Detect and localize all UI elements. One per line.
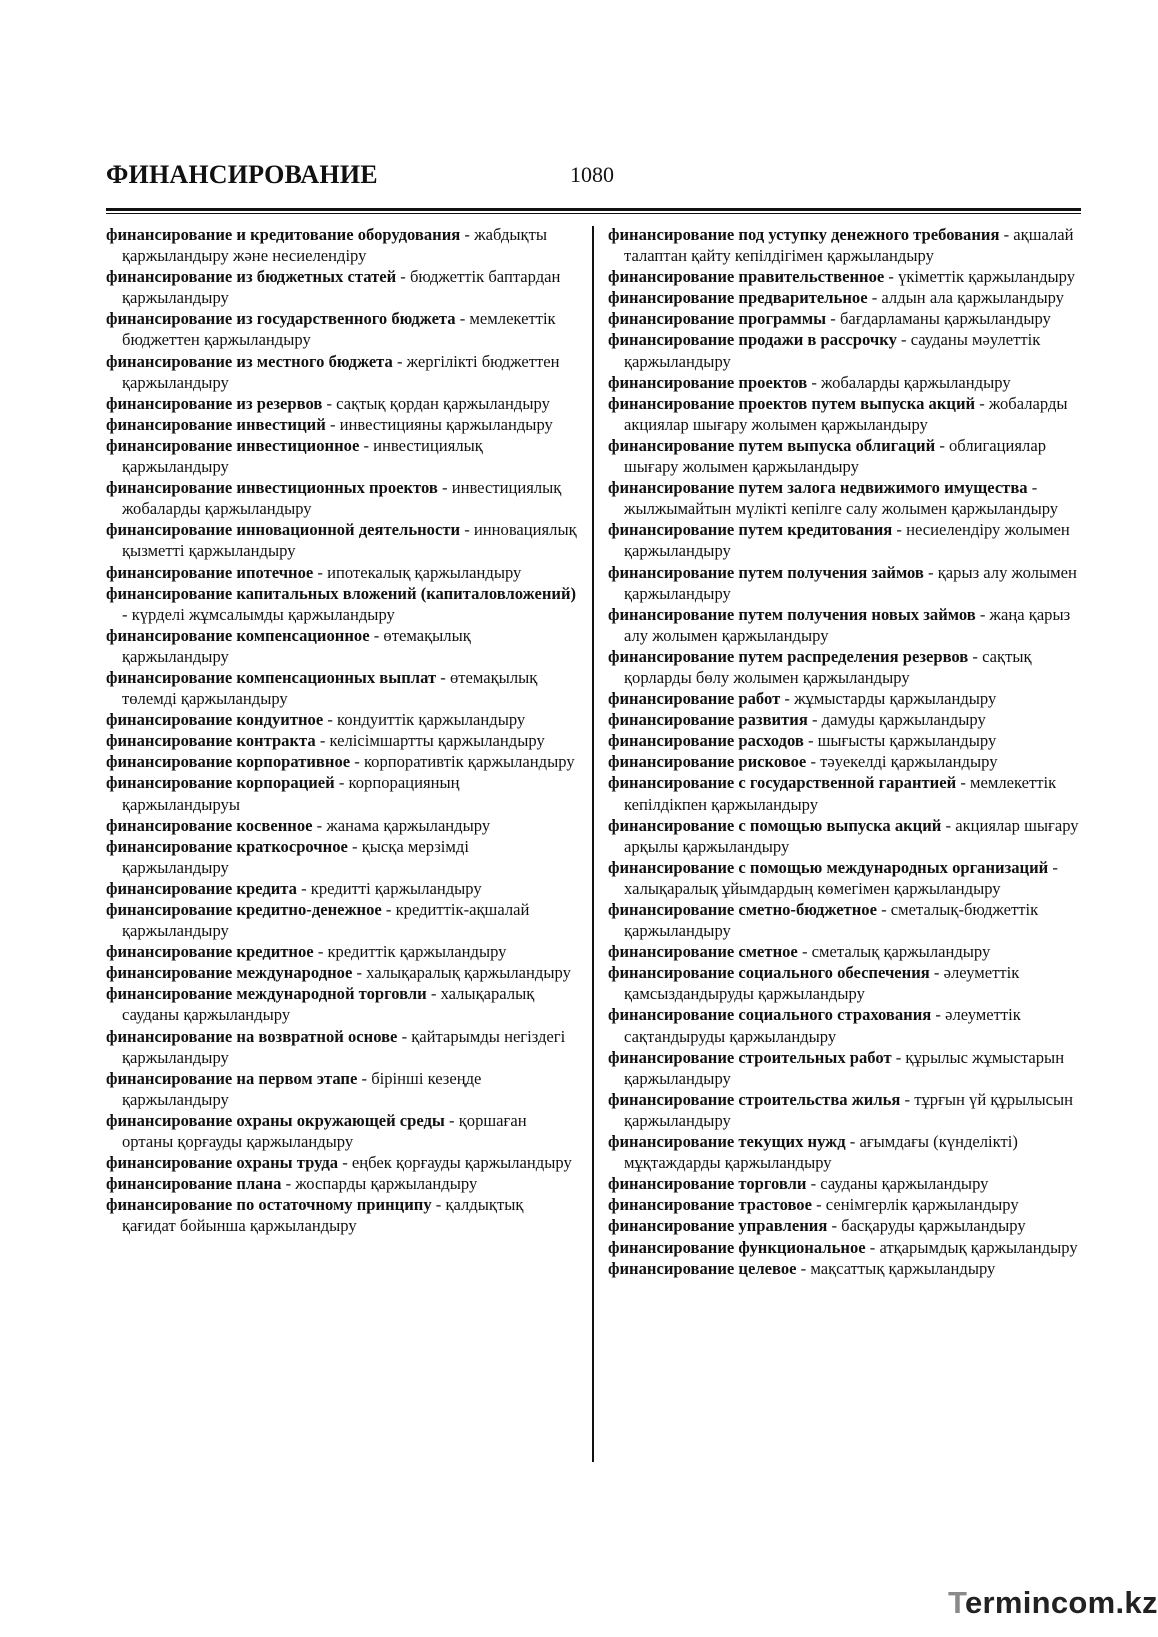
entry-definition: еңбек қорғауды қаржыландыру — [351, 1153, 572, 1173]
entry-term: финансирование путем кредитования — [608, 520, 893, 540]
entry-separator: - — [281, 1174, 296, 1194]
dictionary-entry — [106, 709, 578, 730]
entry-definition: кредиттік қаржыландыру — [327, 942, 507, 962]
entry-definition: сауданы қаржыландыру — [820, 1174, 989, 1194]
dictionary-entry — [608, 308, 1082, 329]
dictionary-entry — [608, 730, 1082, 751]
entry-definition: әлеуметтік қамсыздандыруды қаржыландыру — [624, 963, 1020, 1004]
entry-definition: сауданы мәулеттік қаржыландыру — [624, 330, 1041, 371]
entry-definition: сақтық қорларды бөлу жолымен қаржыландыру — [624, 646, 1032, 687]
entry-separator: - — [931, 1005, 946, 1025]
entry-definition: мақсаттық қаржыландыру — [810, 1258, 996, 1278]
entry-term: финансирование плана — [106, 1174, 282, 1194]
entry-term: финансирование охраны окружающей среды — [106, 1110, 445, 1130]
entry-term: финансирование ипотечное — [106, 562, 314, 582]
entry-definition: акциялар шығару арқылы қаржыландыру — [624, 815, 1079, 856]
entry-separator: - — [437, 478, 452, 498]
entry-separator: - — [122, 604, 132, 624]
entry-term: финансирование сметное — [608, 942, 798, 962]
entry-definition: халықаралық қаржыландыру — [366, 963, 571, 983]
left-column — [106, 224, 578, 1237]
entry-definition: алдын ала қаржыландыру — [881, 288, 1064, 308]
entry-separator: - — [891, 1047, 906, 1067]
entry-term: финансирование функциональное — [608, 1237, 866, 1257]
entry-term: финансирование инвестиционное — [106, 435, 360, 455]
entry-separator: - — [999, 225, 1014, 244]
dictionary-entry — [106, 562, 578, 583]
entry-definition: тұрғын үй құрылысын қаржыландыру — [624, 1089, 1074, 1130]
dictionary-entry — [106, 941, 578, 962]
entry-definition: бірінші кезеңде қаржыландыру — [122, 1068, 482, 1109]
entry-definition: қоршаған ортаны қорғауды қаржыландыру — [122, 1110, 527, 1152]
entry-term: финансирование целевое — [608, 1258, 797, 1278]
entry-separator: - — [1048, 857, 1058, 877]
entry-separator: - — [315, 731, 330, 751]
entry-term: финансирование путем выпуска облигаций — [608, 435, 936, 455]
entry-term: финансирование текущих нужд — [608, 1132, 846, 1152]
entry-term: финансирование расходов — [608, 731, 804, 751]
entry-definition: шығысты қаржыландыру — [817, 731, 997, 751]
entry-term: финансирование инвестиций — [106, 414, 326, 434]
entry-definition: корпоративтік қаржыландыру — [363, 752, 575, 772]
entry-separator: - — [296, 878, 311, 898]
dictionary-entry — [106, 667, 578, 709]
entry-separator: - — [392, 351, 407, 371]
entry-separator: - — [313, 562, 328, 582]
entry-term: финансирование из государственного бюджета — [106, 309, 456, 329]
entry-separator: - — [826, 309, 840, 329]
entry-definition: корпорацияның қаржыландыруы — [122, 773, 460, 814]
entry-separator: - — [892, 520, 907, 540]
entry-definition: құрылыс жұмыстарын қаржыландыру — [624, 1047, 1065, 1088]
entry-separator: - — [460, 225, 475, 244]
entry-term: финансирование и кредитование оборудования — [106, 225, 461, 244]
entry-term: финансирование по остаточному принципу — [106, 1195, 432, 1215]
dictionary-entry — [608, 962, 1082, 1004]
dictionary-entry — [608, 329, 1082, 371]
entry-term: финансирование из бюджетных статей — [106, 267, 397, 287]
entry-term: финансирование проектов путем выпуска акций — [608, 393, 976, 413]
entry-separator: - — [845, 1132, 860, 1152]
entry-definition: қалдықтық қағидат бойынша қаржыландыру — [122, 1195, 524, 1236]
entry-definition: облигациялар шығару жолымен қаржыландыру — [624, 435, 1046, 477]
entry-definition: кредиттік-ақшалай қаржыландыру — [122, 900, 530, 941]
entry-term: финансирование контракта — [106, 731, 316, 751]
entry-definition: бюджеттік баптардан қаржыландыру — [122, 267, 561, 308]
entry-separator: - — [369, 625, 384, 645]
entry-term: финансирование краткосрочное — [106, 836, 348, 856]
entry-separator: - — [941, 815, 956, 835]
entry-definition: сенімгерлік қаржыландыру — [825, 1195, 1019, 1215]
entry-definition: бағдарламаны қаржыландыру — [839, 309, 1051, 329]
entry-definition: мемлекеттік бюджеттен қаржыландыру — [122, 309, 556, 350]
dictionary-entry — [608, 688, 1082, 709]
entry-term: финансирование управления — [608, 1216, 828, 1236]
entry-definition: сақтық қордан қаржыландыру — [336, 393, 550, 413]
page-title: ФИНАНСИРОВАНИЕ — [106, 160, 378, 189]
entry-definition: ипотекалық қаржыландыру — [327, 562, 522, 582]
entry-separator: - — [968, 646, 983, 666]
entry-separator: - — [807, 372, 822, 392]
entry-definition: жабдықты қаржыландыру және несиелендіру — [122, 225, 548, 266]
entry-term: финансирование кредита — [106, 878, 297, 898]
header-rule-thick — [106, 208, 1081, 211]
entry-term: финансирование трастовое — [608, 1195, 812, 1215]
entry-term: финансирование с помощью выпуска акций — [608, 815, 942, 835]
dictionary-entry — [608, 266, 1082, 287]
entry-term: финансирование с помощью международных организаций — [608, 857, 1049, 877]
entry-separator: - — [884, 267, 899, 287]
dictionary-entry — [608, 519, 1082, 561]
entry-term: финансирование программы — [608, 309, 827, 329]
column-divider — [592, 226, 594, 1462]
entry-term: финансирование капитальных вложений (капиталовложений) — [106, 583, 577, 603]
entry-definition: жергілікті бюджеттен қаржыландыру — [122, 351, 560, 392]
entry-separator: - — [900, 1089, 915, 1109]
dictionary-entry — [608, 1215, 1082, 1236]
dictionary-entry — [608, 224, 1082, 266]
entry-definition: басқаруды қаржыландыру — [841, 1216, 1026, 1236]
entry-separator: - — [1027, 478, 1038, 498]
dictionary-entry — [608, 562, 1082, 604]
entry-separator: - — [334, 773, 349, 793]
entry-definition: жылжымайтын мүлікті кепілге салу жолымен қаржыландыру — [624, 499, 1059, 519]
dictionary-entry — [106, 308, 578, 350]
entry-term: финансирование под уступку денежного требования — [608, 225, 1000, 244]
entry-separator: - — [780, 689, 795, 709]
entry-separator: - — [396, 267, 410, 287]
entry-definition: дамуды қаржыландыру — [821, 710, 986, 730]
entry-separator: - — [313, 942, 328, 962]
entry-term: финансирование предварительное — [608, 288, 868, 308]
entry-term: финансирование корпоративное — [106, 752, 351, 772]
entry-term: финансирование инвестиционных проектов — [106, 478, 438, 498]
dictionary-entry — [106, 519, 578, 561]
dictionary-entry — [608, 1089, 1082, 1131]
entry-definition: жаңа қарыз алу жолымен қаржыландыру — [624, 604, 1071, 645]
watermark-mark: T — [948, 1585, 965, 1620]
entry-separator: - — [431, 1195, 446, 1215]
terminkom-watermark-logo — [948, 1585, 1158, 1621]
entry-definition: кредитті қаржыландыру — [310, 878, 482, 898]
dictionary-entry — [106, 1026, 578, 1068]
entry-separator: - — [460, 520, 474, 540]
dictionary-entry — [106, 1152, 578, 1173]
entry-definition: ақшалай талаптан қайту кепілдігімен қаржыландыру — [624, 225, 1074, 266]
entry-definition: өтемақылық қаржыландыру — [122, 625, 471, 666]
entry-definition: несиелендіру жолымен қаржыландыру — [624, 520, 1070, 561]
entry-definition: жұмыстарды қаржыландыру — [794, 689, 997, 709]
entry-separator: - — [807, 710, 822, 730]
dictionary-entry — [608, 1004, 1082, 1046]
entry-separator: - — [796, 1258, 811, 1278]
entry-term: финансирование компенсационное — [106, 625, 370, 645]
dictionary-entry — [608, 751, 1082, 772]
dictionary-entry — [608, 941, 1082, 962]
entry-term: финансирование из местного бюджета — [106, 351, 393, 371]
dictionary-entry — [608, 709, 1082, 730]
entry-definition: ағымдағы (күнделікті) мұқтаждарды қаржыландыру — [624, 1132, 1018, 1173]
dictionary-entry — [106, 583, 578, 625]
entry-definition: тәуекелді қаржыландыру — [820, 752, 998, 772]
entry-separator: - — [381, 900, 396, 919]
dictionary-entry — [608, 604, 1082, 646]
entry-term: финансирование корпорацией — [106, 773, 335, 793]
dictionary-entry — [106, 266, 578, 308]
entry-definition: үкіметтік қаржыландыру — [898, 267, 1076, 287]
entry-term: финансирование продажи в рассрочку — [608, 330, 897, 350]
entry-definition: өтемақылық төлемді қаржыландыру — [122, 667, 538, 709]
entry-definition: сметалық-бюджеттік қаржыландыру — [624, 900, 1039, 941]
entry-term: финансирование кредитное — [106, 942, 314, 962]
entry-term: финансирование торговли — [608, 1174, 807, 1194]
entry-term: финансирование инновационной деятельности — [106, 520, 461, 540]
entry-separator: - — [806, 752, 821, 772]
dictionary-entry — [106, 751, 578, 772]
entry-separator: - — [806, 1174, 821, 1194]
dictionary-entry — [608, 1258, 1082, 1279]
dictionary-entry — [106, 1194, 578, 1236]
dictionary-entry — [106, 815, 578, 836]
dictionary-entry — [608, 1131, 1082, 1173]
entry-definition: жобаларды акциялар шығару жолымен қаржыландыру — [624, 393, 1068, 434]
entry-separator: - — [935, 435, 949, 455]
entry-separator: - — [322, 393, 337, 413]
dictionary-entry — [608, 1194, 1082, 1215]
dictionary-entry — [608, 646, 1082, 688]
entry-definition: қайтарымды негіздегі қаржыландыру — [122, 1026, 566, 1067]
entry-term: финансирование проектов — [608, 372, 808, 392]
entry-separator: - — [811, 1195, 826, 1215]
entry-separator: - — [436, 667, 450, 687]
dictionary-entry — [608, 435, 1082, 477]
entry-term: финансирование правительственное — [608, 267, 885, 287]
entry-term: финансирование социального обеспечения — [608, 963, 930, 983]
entry-term: финансирование работ — [608, 689, 781, 709]
dictionary-entry — [608, 477, 1082, 519]
entry-separator: - — [865, 1237, 880, 1257]
entry-separator: - — [876, 900, 891, 919]
entry-separator: - — [397, 1026, 412, 1046]
dictionary-entry — [106, 477, 578, 519]
dictionary-entry — [608, 287, 1082, 308]
entry-term: финансирование косвенное — [106, 815, 313, 835]
dictionary-entry — [608, 1237, 1082, 1258]
entry-definition: кондуиттік қаржыландыру — [337, 710, 526, 730]
entry-separator: - — [455, 309, 470, 329]
entry-definition: жоспарды қаржыландыру — [295, 1174, 478, 1194]
entry-term: финансирование международной торговли — [106, 984, 427, 1004]
dictionary-entry — [106, 836, 578, 878]
entry-term: финансирование социального страхования — [608, 1005, 932, 1025]
header-rule-thin — [106, 213, 1081, 214]
entry-separator: - — [803, 731, 818, 751]
entry-term: финансирование на первом этапе — [106, 1068, 358, 1088]
entry-term: финансирование путем получения займов — [608, 562, 924, 582]
entry-separator: - — [426, 984, 441, 1004]
dictionary-entry — [106, 224, 578, 266]
entry-term: финансирование охраны труда — [106, 1153, 339, 1173]
page-number: 1080 — [570, 162, 614, 187]
entry-definition: инвестициялық жобаларды қаржыландыру — [122, 478, 562, 519]
dictionary-entry — [106, 1068, 578, 1110]
entry-separator: - — [323, 710, 338, 730]
dictionary-entry — [608, 857, 1082, 899]
dictionary-entry — [106, 393, 578, 414]
entry-term: финансирование с государственной гарантией — [608, 773, 957, 793]
dictionary-entry — [608, 1047, 1082, 1089]
entry-term: финансирование сметно-бюджетное — [608, 900, 877, 919]
entry-definition: келісімшартты қаржыландыру — [329, 731, 545, 751]
dictionary-entry — [106, 899, 578, 941]
dictionary-entry — [106, 772, 578, 814]
entry-term: финансирование строительных работ — [608, 1047, 892, 1067]
entry-definition: қарыз алу жолымен қаржыландыру — [624, 562, 1077, 603]
entry-term: финансирование кредитно-денежное — [106, 900, 382, 919]
entry-separator: - — [797, 942, 812, 962]
entry-separator: - — [325, 414, 340, 434]
entry-term: финансирование путем получения новых займов — [608, 604, 976, 624]
entry-definition: инвестициялық қаржыландыру — [122, 435, 483, 477]
entry-term: финансирование кондуитное — [106, 710, 324, 730]
entry-term: финансирование компенсационных выплат — [106, 667, 437, 687]
entry-term: финансирование международное — [106, 963, 353, 983]
dictionary-entry — [106, 1110, 578, 1152]
entry-definition: халықаралық сауданы қаржыландыру — [122, 984, 535, 1025]
entry-separator: - — [867, 288, 882, 308]
entry-separator: - — [975, 604, 990, 624]
entry-term: финансирование рисковое — [608, 752, 807, 772]
entry-definition: жанама қаржыландыру — [326, 815, 491, 835]
dictionary-entry — [608, 1173, 1082, 1194]
entry-term: финансирование развития — [608, 710, 808, 730]
entry-separator: - — [338, 1153, 352, 1173]
dictionary-entry — [106, 878, 578, 899]
entry-separator: - — [350, 752, 364, 772]
entry-separator: - — [956, 773, 970, 793]
dictionary-entry — [106, 983, 578, 1025]
entry-term: финансирование из резервов — [106, 393, 323, 413]
entry-definition: инновациялық қызметті қаржыландыру — [122, 520, 577, 561]
entry-term: финансирование путем распределения резервов — [608, 646, 969, 666]
entry-definition: атқарымдық қаржыландыру — [879, 1237, 1078, 1257]
dictionary-entry — [608, 772, 1082, 814]
entry-separator: - — [923, 562, 938, 582]
entry-separator: - — [312, 815, 327, 835]
entry-definition: қысқа мерзімді қаржыландыру — [122, 836, 469, 877]
dictionary-entry — [608, 899, 1082, 941]
entry-definition: мемлекеттік кепілдікпен қаржыландыру — [624, 773, 1057, 814]
entry-term: финансирование на возвратной основе — [106, 1026, 398, 1046]
entry-definition: инвестицияны қаржыландыру — [339, 414, 553, 434]
entry-separator: - — [929, 963, 944, 983]
entry-separator: - — [357, 1068, 372, 1088]
dictionary-entry — [106, 730, 578, 751]
dictionary-entry — [106, 414, 578, 435]
entry-separator: - — [896, 330, 911, 350]
dictionary-entry — [608, 372, 1082, 393]
right-column — [608, 224, 1082, 1279]
entry-term: финансирование путем залога недвижимого имущества — [608, 478, 1028, 498]
entry-separator: - — [359, 435, 374, 455]
entry-definition: халықаралық ұйымдардың көмегімен қаржыландыру — [624, 878, 1001, 898]
dictionary-entry — [106, 1173, 578, 1194]
entry-definition: күрделі жұмсалымды қаржыландыру — [131, 604, 395, 624]
dictionary-entry — [608, 815, 1082, 857]
entry-separator: - — [975, 393, 989, 413]
entry-definition: сметалық қаржыландыру — [811, 942, 991, 962]
entry-definition: әлеуметтік сақтандыруды қаржыландыру — [624, 1005, 1021, 1046]
dictionary-entry — [106, 351, 578, 393]
entry-separator: - — [444, 1110, 459, 1130]
entry-separator: - — [352, 963, 367, 983]
dictionary-entry — [106, 625, 578, 667]
entry-separator: - — [827, 1216, 842, 1236]
watermark-text: ermincom.kz — [964, 1585, 1158, 1620]
dictionary-entry — [106, 435, 578, 477]
dictionary-entry — [608, 393, 1082, 435]
entry-term: финансирование строительства жилья — [608, 1089, 901, 1109]
dictionary-entry — [106, 962, 578, 983]
entry-separator: - — [347, 836, 362, 856]
entry-definition: жобаларды қаржыландыру — [821, 372, 1011, 392]
